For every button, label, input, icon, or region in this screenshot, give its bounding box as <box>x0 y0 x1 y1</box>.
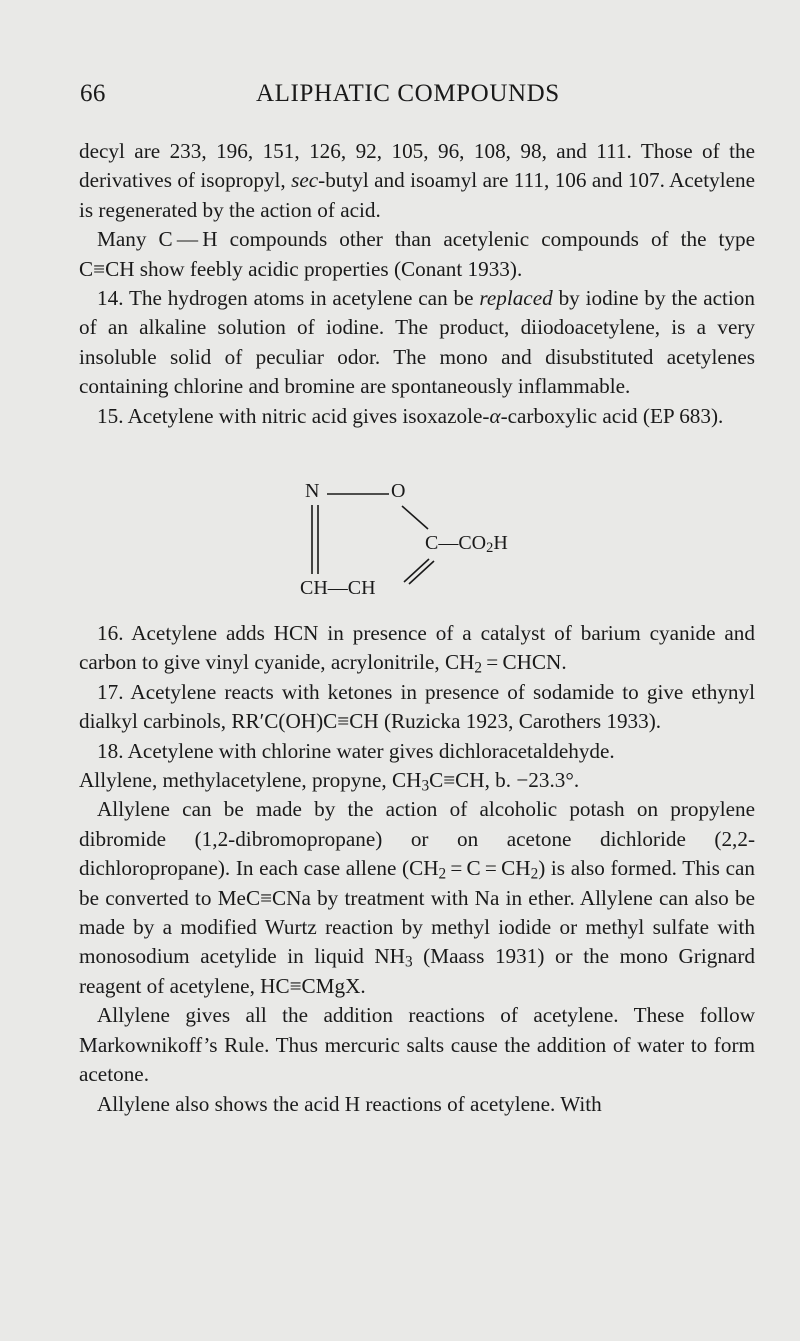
isoxazole-structure <box>300 480 563 610</box>
paragraph-allylene-acid: Allylene also shows the acid H reactions of acetylene. With <box>97 1091 602 1116</box>
body-text-bottom <box>79 619 755 1119</box>
paragraph-17: 17. Acetylene reacts with ketones in presence of sodamide to give ethynyl dialkyl carbinols, RR′C(OH)C≡CH (Ruzicka 1923, Carothers 1933). <box>79 679 755 734</box>
atom-o: O <box>391 480 406 502</box>
paragraph-allylene-addition: Allylene gives all the addition reactions of acetylene. These follow Markownikoff’s Rule. Thus mercuric salts cause the addition of water to form acetone. <box>79 1003 755 1087</box>
paragraph-16: 16. Acetylene adds HCN in presence of a catalyst of barium cyanide and carbon to give vinyl cyanide, acrylonitrile, $CH_2$ = CHCN. <box>79 621 755 677</box>
atom-n: N <box>305 480 320 502</box>
page-header <box>80 80 750 114</box>
paragraph-allylene-preparation: Allylene can be made by the action of alcoholic potash on propylene dibromide (1,2-dibromopropane) or on acetone dichloride (2,2-dichloropropane). In each case allene $(CH_2 = C = CH_2)$ is also formed. This can be converted to MeC≡CNa by treatment with Na in ether. Allylene can also be made by a modified Wurtz reaction by methyl iodide or methyl sulfate with monosodium acetylide in liquid $NH_3$ (Maass 1931) or the mono Grignard reagent of acetylene, HC≡CMgX. <box>79 797 755 998</box>
paragraph-18: 18. Acetylene with chlorine water gives dichloracetaldehyde. <box>97 738 615 763</box>
running-head: ALIPHATIC COMPOUNDS <box>256 80 560 107</box>
paragraph-c-h-compounds: Many C — H compounds other than acetylenic compounds of the type C≡CH show feebly acidic properties (Conant 1933). <box>79 227 755 281</box>
paragraph-14: 14. The hydrogen atoms in acetylene can be replaced by iodine by the action of an alkaline solution of iodine. The product, diiodoacetylene, is a very insoluble solid of peculiar odor. The mono and disubstituted acetylenes containing chlorine and bromine are spontaneously inflammable. <box>79 286 755 399</box>
paragraph-decyl: decyl are 233, 196, 151, 126, 92, 105, 96, 108, 98, and 111. Those of the derivatives of isopropyl, sec-butyl and isoamyl are 111, 106 and 107. Acetylene is regenerated by the action of acid. <box>79 139 755 222</box>
paragraph-allylene-heading: Allylene, methylacetylene, propyne, $CH_3C\equiv CH$, b. −23.3°. <box>79 768 580 795</box>
body-text-top <box>79 137 755 431</box>
atom-ch-ch: CH—CH <box>300 577 376 599</box>
paragraph-15: 15. Acetylene with nitric acid gives isoxazole-α-carboxylic acid (EP 683). <box>97 403 724 428</box>
atom-c-carboxyl: $C—CO_2H$ <box>425 532 508 557</box>
page-number: 66 <box>80 80 106 107</box>
